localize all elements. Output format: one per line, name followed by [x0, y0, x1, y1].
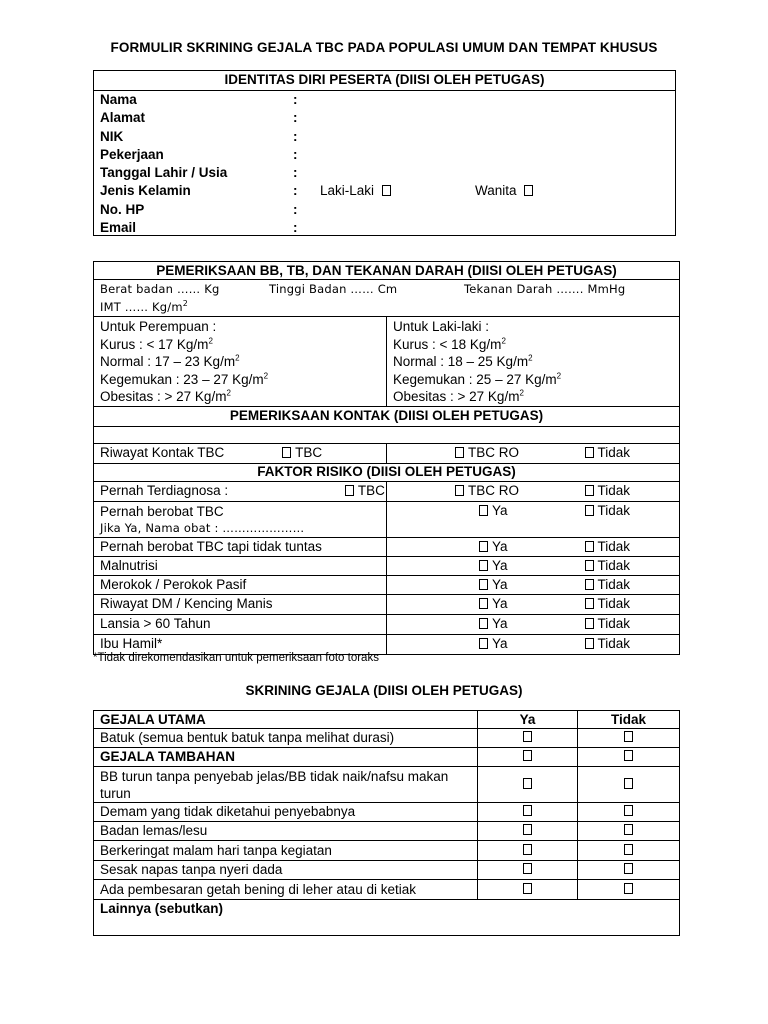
risk-row: Pernah berobat TBC tapi tidak tuntas — [94, 537, 387, 556]
superscript: 2 — [182, 299, 189, 309]
field-colon: : — [293, 165, 298, 181]
risk-ya-option[interactable]: Ya — [387, 501, 500, 537]
main-symptoms-header: GEJALA UTAMA — [94, 711, 478, 729]
additional-symptoms-header: GEJALA TAMBAHAN — [94, 748, 478, 767]
risk-row: Ibu Hamil* — [94, 634, 387, 654]
bmi-male-item: Kurus : < 18 $Kg/m^2$ — [393, 336, 506, 352]
bmi-male-item: Normal : 18 – 25 $Kg/m^2$ — [393, 353, 533, 369]
field-label: Email — [100, 220, 137, 236]
ya-checkbox[interactable] — [478, 748, 578, 767]
contact-header: PEMERIKSAAN KONTAK (DIISI OLEH PETUGAS) — [94, 406, 680, 426]
field-email[interactable] — [94, 219, 675, 237]
other-symptoms-field[interactable] — [94, 900, 680, 936]
ya-checkbox[interactable] — [478, 822, 578, 841]
field-nik[interactable] — [94, 128, 675, 146]
risk-tbc-option[interactable]: TBC — [345, 483, 385, 498]
bmi-female-item: Kurus : < 17 $Kg/m^2$ — [100, 336, 213, 352]
field-tanggal-lahir[interactable] — [94, 164, 675, 182]
risk-ya-option[interactable]: Ya — [387, 634, 500, 654]
ya-checkbox[interactable] — [478, 729, 578, 748]
symptom-row: Berkeringat malam hari tanpa kegiatan — [94, 841, 478, 861]
tidak-checkbox[interactable] — [578, 748, 680, 767]
risk-ya-option[interactable]: Ya — [387, 556, 500, 575]
field-label: Nama — [100, 92, 137, 107]
contact-tbcro-option[interactable]: TBC RO — [387, 443, 500, 463]
tidak-checkbox[interactable] — [578, 841, 680, 861]
risk-tbcro-option[interactable]: TBC RO — [387, 481, 500, 501]
risk-label: Pernah Terdiagnosa : — [100, 483, 229, 498]
field-jenis-kelamin — [94, 182, 675, 200]
examination-table — [93, 261, 680, 655]
risk-row: Malnutrisi — [94, 556, 387, 575]
other-symptoms-label: Lainnya (sebutkan) — [100, 901, 224, 916]
gender-female-label: Wanita — [475, 183, 517, 199]
field-label: Tanggal Lahir / Usia — [100, 165, 228, 181]
field-colon: : — [293, 128, 298, 144]
berat-badan-field[interactable]: Berat badan …… Kg — [100, 282, 220, 296]
ya-checkbox[interactable] — [478, 880, 578, 900]
risk-tidak-option[interactable]: Tidak — [500, 575, 680, 594]
tinggi-badan-field[interactable]: Tinggi Badan …… Cm — [269, 282, 398, 296]
risk-row-berobat — [94, 501, 387, 537]
col-tidak-header: Tidak — [578, 711, 680, 729]
bmi-male-cell — [387, 317, 680, 407]
field-no-hp[interactable] — [94, 201, 675, 219]
symptom-row: Demam yang tidak diketahui penyebabnya — [94, 803, 478, 822]
footnote: *Tidak direkomendasikan untuk pemeriksaan foto toraks — [93, 652, 379, 664]
col-ya-header: Ya — [478, 711, 578, 729]
gender-male-option[interactable] — [320, 182, 395, 200]
field-alamat[interactable] — [94, 109, 675, 127]
bmi-male-item: Kegemukan : 25 – 27 $Kg/m^2$ — [393, 371, 562, 387]
risk-label: Pernah berobat TBC — [100, 503, 224, 519]
field-nama[interactable] — [94, 91, 675, 109]
risk-ya-option[interactable]: Ya — [387, 614, 500, 634]
tekanan-darah-field[interactable]: Tekanan Darah ……. MmHg — [464, 282, 626, 296]
gender-male-checkbox[interactable] — [382, 185, 391, 196]
field-colon: : — [293, 183, 298, 199]
risk-tidak-option[interactable]: Tidak — [500, 556, 680, 575]
ya-checkbox[interactable] — [478, 767, 578, 803]
risk-ya-option[interactable]: Ya — [387, 575, 500, 594]
risk-row-terdiagnosa — [94, 481, 387, 501]
field-colon: : — [293, 201, 298, 217]
contact-label: Riwayat Kontak TBC — [100, 445, 225, 460]
field-colon: : — [293, 146, 298, 162]
tidak-checkbox[interactable] — [578, 822, 680, 841]
bmi-female-item: Kegemukan : 23 – 27 $Kg/m^2$ — [100, 371, 269, 387]
risk-tidak-option[interactable]: Tidak — [500, 634, 680, 654]
ya-checkbox[interactable] — [478, 841, 578, 861]
risk-row: Lansia > 60 Tahun — [94, 614, 387, 634]
imt-label: IMT …… Kg/m — [100, 300, 183, 314]
blank-row — [94, 426, 680, 443]
ya-checkbox[interactable] — [478, 861, 578, 880]
field-label: No. HP — [100, 201, 145, 217]
field-colon: : — [293, 110, 298, 126]
ya-checkbox[interactable] — [478, 803, 578, 822]
contact-row — [94, 443, 387, 463]
risk-tidak-option[interactable]: Tidak — [500, 537, 680, 556]
risk-tidak-option[interactable]: Tidak — [500, 594, 680, 614]
gender-female-option[interactable] — [475, 182, 537, 200]
tidak-checkbox[interactable] — [578, 803, 680, 822]
symptom-row: Ada pembesaran getah bening di leher atau di ketiak — [94, 880, 478, 900]
bmi-female-title: Untuk Perempuan : — [100, 319, 217, 334]
symptom-screening-title: SKRINING GEJALA (DIISI OLEH PETUGAS) — [245, 683, 523, 698]
imt-field[interactable] — [100, 300, 188, 314]
measurement-fields[interactable] — [94, 280, 680, 317]
form-title: FORMULIR SKRINING GEJALA TBC PADA POPULASI UMUM DAN TEMPAT KHUSUS — [110, 40, 658, 55]
bmi-female-cell — [94, 317, 387, 407]
field-label: Alamat — [100, 110, 146, 126]
identity-section — [93, 70, 676, 236]
risk-tidak-option[interactable]: Tidak — [500, 501, 680, 537]
examination-header: PEMERIKSAAN BB, TB, DAN TEKANAN DARAH (DIISI OLEH PETUGAS) — [94, 262, 680, 280]
field-label: NIK — [100, 128, 124, 144]
gender-female-checkbox[interactable] — [524, 185, 533, 196]
risk-row: Riwayat DM / Kencing Manis — [94, 594, 387, 614]
tidak-checkbox[interactable] — [578, 767, 680, 803]
tidak-checkbox[interactable] — [578, 880, 680, 900]
field-pekerjaan[interactable] — [94, 146, 675, 164]
tidak-checkbox[interactable] — [578, 729, 680, 748]
field-label: Jenis Kelamin — [100, 183, 191, 199]
risk-row: Merokok / Perokok Pasif — [94, 575, 387, 594]
risk-tidak-option[interactable]: Tidak — [500, 481, 680, 501]
bmi-female-item: Obesitas : > 27 $Kg/m^2$ — [100, 388, 231, 404]
bmi-male-item: Obesitas : > 27 $Kg/m^2$ — [393, 388, 524, 404]
contact-tidak-option[interactable]: Tidak — [500, 443, 680, 463]
medication-name-field[interactable]: Jika Ya, Nama obat : ………………… — [100, 520, 305, 535]
risk-tidak-option[interactable]: Tidak — [500, 614, 680, 634]
field-label: Pekerjaan — [100, 146, 164, 162]
bmi-male-title: Untuk Laki-laki : — [393, 319, 490, 334]
tidak-checkbox[interactable] — [578, 861, 680, 880]
symptom-row-batuk: Batuk (semua bentuk batuk tanpa melihat durasi) — [94, 729, 478, 748]
symptom-row: Badan lemas/lesu — [94, 822, 478, 841]
symptom-row: BB turun tanpa penyebab jelas/BB tidak naik/nafsu makan turun — [94, 767, 478, 803]
bmi-female-item: Normal : 17 – 23 $Kg/m^2$ — [100, 353, 240, 369]
risk-ya-option[interactable]: Ya — [387, 594, 500, 614]
identity-header: IDENTITAS DIRI PESERTA (DIISI OLEH PETUGAS) — [94, 71, 675, 91]
field-colon: : — [293, 220, 298, 236]
symptom-table — [93, 710, 680, 936]
gender-male-label: Laki-Laki — [320, 183, 375, 199]
risk-ya-option[interactable]: Ya — [387, 537, 500, 556]
contact-tbc-option[interactable]: TBC — [282, 445, 322, 460]
field-colon: : — [293, 92, 298, 107]
symptom-row: Sesak napas tanpa nyeri dada — [94, 861, 478, 880]
risk-header: FAKTOR RISIKO (DIISI OLEH PETUGAS) — [94, 463, 680, 481]
